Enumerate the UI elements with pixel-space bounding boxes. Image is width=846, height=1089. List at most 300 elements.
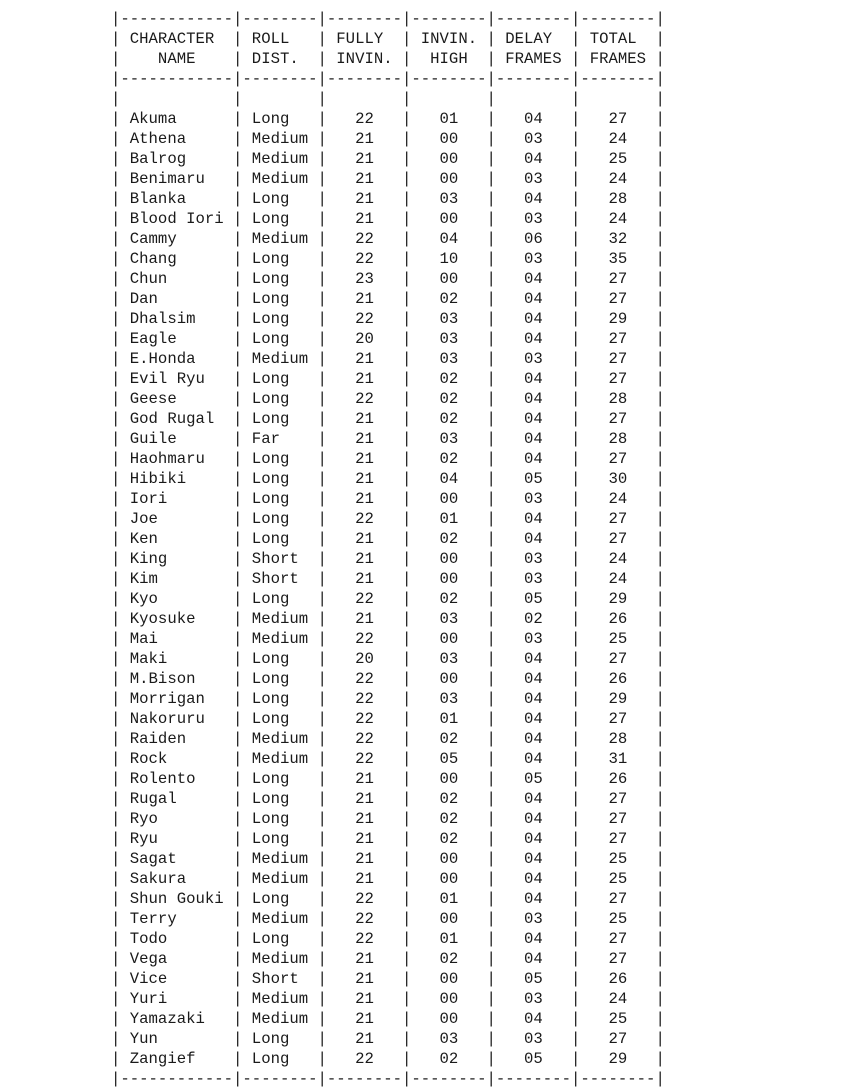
table-cell: 00	[411, 150, 487, 168]
table-cell: 35	[580, 250, 656, 268]
table-row: | Sakura | Medium | 21 | 00 | 04 | 25 |	[111, 870, 665, 888]
table-cell: Long	[242, 1030, 318, 1048]
table-cell: 24	[580, 570, 656, 588]
table-cell: 21	[326, 550, 402, 568]
table-cell: 05	[495, 1050, 571, 1068]
table-cell: Long	[242, 290, 318, 308]
table-cell: Eagle	[120, 330, 234, 348]
table-cell: 27	[580, 810, 656, 828]
table-cell: 00	[411, 990, 487, 1008]
table-cell: 27	[580, 950, 656, 968]
table-cell: 21	[326, 790, 402, 808]
table-cell: Rock	[120, 750, 234, 768]
table-cell: 24	[580, 130, 656, 148]
table-top-border: |------------|--------|--------|--------|--------|--------|	[111, 10, 665, 28]
table-cell: 26	[580, 970, 656, 988]
table-cell: 00	[411, 970, 487, 988]
table-cell: 05	[495, 470, 571, 488]
table-row: | Sagat | Medium | 21 | 00 | 04 | 25 |	[111, 850, 665, 868]
table-cell: 29	[580, 1050, 656, 1068]
table-cell: Long	[242, 190, 318, 208]
table-cell: Kyosuke	[120, 610, 234, 628]
table-cell: 03	[495, 250, 571, 268]
table-cell: Sakura	[120, 870, 234, 888]
table-cell: Medium	[242, 990, 318, 1008]
table-cell: 04	[495, 270, 571, 288]
table-cell: 27	[580, 930, 656, 948]
table-cell: 04	[495, 670, 571, 688]
table-cell: Medium	[242, 750, 318, 768]
table-cell: 02	[411, 590, 487, 608]
table-row: | King | Short | 21 | 00 | 03 | 24 |	[111, 550, 665, 568]
table-cell: 21	[326, 870, 402, 888]
table-cell: 04	[495, 650, 571, 668]
table-cell: 02	[411, 1050, 487, 1068]
table-cell: 00	[411, 870, 487, 888]
table-cell: 26	[580, 770, 656, 788]
table-cell: Long	[242, 270, 318, 288]
table-cell: 04	[495, 870, 571, 888]
table-cell: 21	[326, 850, 402, 868]
table-row: | Shun Gouki | Long | 22 | 01 | 04 | 27 |	[111, 890, 665, 908]
table-cell: 27	[580, 530, 656, 548]
table-cell: 27	[580, 110, 656, 128]
table-row: | Chun | Long | 23 | 00 | 04 | 27 |	[111, 270, 665, 288]
table-cell: Long	[242, 590, 318, 608]
table-cell: Long	[242, 710, 318, 728]
table-cell: 05	[411, 750, 487, 768]
table-cell: 02	[411, 950, 487, 968]
table-cell: 00	[411, 130, 487, 148]
table-cell: 21	[326, 430, 402, 448]
table-cell: 21	[326, 610, 402, 628]
table-cell: Medium	[242, 230, 318, 248]
table-cell: 26	[580, 610, 656, 628]
table-row: | Rugal | Long | 21 | 02 | 04 | 27 |	[111, 790, 665, 808]
table-cell: 05	[495, 590, 571, 608]
table-cell: Medium	[242, 350, 318, 368]
table-cell: 31	[580, 750, 656, 768]
table-cell: 04	[411, 470, 487, 488]
table-cell: 04	[495, 810, 571, 828]
table-cell: 21	[326, 830, 402, 848]
table-cell: 25	[580, 1010, 656, 1028]
table-cell: 03	[495, 570, 571, 588]
table-row: | Morrigan | Long | 22 | 03 | 04 | 29 |	[111, 690, 665, 708]
table-cell: 03	[495, 350, 571, 368]
table-row: | Mai | Medium | 22 | 00 | 03 | 25 |	[111, 630, 665, 648]
table-cell: 21	[326, 990, 402, 1008]
table-cell: 03	[495, 170, 571, 188]
table-cell: 21	[326, 190, 402, 208]
table-cell: Raiden	[120, 730, 234, 748]
table-cell	[496, 90, 571, 108]
table-cell	[120, 90, 233, 108]
table-spacer-row: | | | | | | |	[111, 90, 665, 108]
table-cell: 00	[411, 1010, 487, 1028]
table-cell: 29	[580, 310, 656, 328]
table-cell: Balrog	[120, 150, 234, 168]
table-cell: 21	[326, 450, 402, 468]
table-cell: 01	[411, 710, 487, 728]
table-cell: Kim	[120, 570, 234, 588]
table-cell: 21	[326, 350, 402, 368]
table-cell: 04	[495, 150, 571, 168]
table-cell: 28	[580, 190, 656, 208]
table-cell: 27	[580, 290, 656, 308]
table-cell: 03	[411, 310, 487, 328]
table-row: | Hibiki | Long | 21 | 04 | 05 | 30 |	[111, 470, 665, 488]
column-header: DIST.	[242, 50, 318, 68]
table-cell: 03	[411, 350, 487, 368]
table-cell: 22	[326, 930, 402, 948]
table-row: | Rolento | Long | 21 | 00 | 05 | 26 |	[111, 770, 665, 788]
table-cell: Todo	[120, 930, 234, 948]
table-cell: 00	[411, 850, 487, 868]
table-cell: 28	[580, 390, 656, 408]
table-cell: Medium	[242, 730, 318, 748]
table-cell: 00	[411, 490, 487, 508]
table-cell: 22	[326, 750, 402, 768]
table-cell: Evil Ryu	[120, 370, 234, 388]
table-row: | E.Honda | Medium | 21 | 03 | 03 | 27 |	[111, 350, 665, 368]
table-cell: 04	[495, 790, 571, 808]
table-cell: Long	[242, 250, 318, 268]
table-row: | Kyosuke | Medium | 21 | 03 | 02 | 26 |	[111, 610, 665, 628]
table-cell: Long	[242, 410, 318, 428]
table-cell: 04	[495, 310, 571, 328]
table-row: | Terry | Medium | 22 | 00 | 03 | 25 |	[111, 910, 665, 928]
table-cell: 22	[326, 670, 402, 688]
column-header: FRAMES	[495, 50, 571, 68]
table-cell: 22	[326, 630, 402, 648]
column-header: INVIN.	[326, 50, 402, 68]
column-header: INVIN.	[411, 30, 487, 48]
table-cell: Long	[242, 1050, 318, 1068]
table-cell: 04	[495, 750, 571, 768]
table-cell: 04	[495, 690, 571, 708]
table-cell: 04	[495, 110, 571, 128]
table-cell: 24	[580, 170, 656, 188]
table-cell: 21	[326, 810, 402, 828]
table-cell: 04	[495, 410, 571, 428]
table-cell: 04	[495, 830, 571, 848]
table-cell: 21	[326, 1030, 402, 1048]
table-row: | Zangief | Long | 22 | 02 | 05 | 29 |	[111, 1050, 665, 1068]
table-cell: 03	[411, 330, 487, 348]
table-cell: 26	[580, 670, 656, 688]
table-cell: Long	[242, 510, 318, 528]
table-cell: Vice	[120, 970, 234, 988]
table-cell: Medium	[242, 630, 318, 648]
table-cell: 02	[411, 410, 487, 428]
table-cell: 04	[495, 430, 571, 448]
table-cell: Haohmaru	[120, 450, 234, 468]
table-cell: King	[120, 550, 234, 568]
table-cell: 24	[580, 990, 656, 1008]
table-row: | Benimaru | Medium | 21 | 00 | 03 | 24 |	[111, 170, 665, 188]
table-row: | Balrog | Medium | 21 | 00 | 04 | 25 |	[111, 150, 665, 168]
table-cell: Medium	[242, 950, 318, 968]
table-row: | Dan | Long | 21 | 02 | 04 | 27 |	[111, 290, 665, 308]
table-cell: 04	[495, 370, 571, 388]
table-cell: Medium	[242, 150, 318, 168]
table-cell: 04	[495, 190, 571, 208]
table-cell: 04	[495, 1010, 571, 1028]
table-row: | Blanka | Long | 21 | 03 | 04 | 28 |	[111, 190, 665, 208]
table-cell: Dan	[120, 290, 234, 308]
table-cell: Yamazaki	[120, 1010, 234, 1028]
table-cell: E.Honda	[120, 350, 234, 368]
table-row: | Kim | Short | 21 | 00 | 03 | 24 |	[111, 570, 665, 588]
table-cell: 00	[411, 570, 487, 588]
table-cell: 22	[326, 690, 402, 708]
table-cell: Akuma	[120, 110, 234, 128]
table-cell: 22	[326, 230, 402, 248]
table-cell: 05	[495, 770, 571, 788]
table-cell: 03	[411, 430, 487, 448]
table-cell: Dhalsim	[120, 310, 234, 328]
table-header-row: | CHARACTER | ROLL | FULLY | INVIN. | DELAY | TOTAL |	[111, 30, 665, 48]
table-cell: Yun	[120, 1030, 234, 1048]
table-cell: 22	[326, 590, 402, 608]
table-cell: 22	[326, 730, 402, 748]
table-cell	[242, 90, 317, 108]
table-cell: 00	[411, 170, 487, 188]
table-cell: 20	[326, 330, 402, 348]
table-cell: Blood Iori	[120, 210, 234, 228]
table-cell: 24	[580, 550, 656, 568]
table-cell: 22	[326, 710, 402, 728]
table-cell: 22	[326, 310, 402, 328]
table-cell: 03	[495, 910, 571, 928]
table-cell: Terry	[120, 910, 234, 928]
table-cell: 04	[495, 890, 571, 908]
table-cell: Medium	[242, 610, 318, 628]
table-cell: Long	[242, 830, 318, 848]
table-cell: 01	[411, 110, 487, 128]
table-cell: 22	[326, 1050, 402, 1068]
table-cell: 04	[495, 450, 571, 468]
table-cell: 24	[580, 490, 656, 508]
table-cell: 04	[495, 730, 571, 748]
table-cell: 25	[580, 910, 656, 928]
table-cell: 29	[580, 690, 656, 708]
table-row: | Vice | Short | 21 | 00 | 05 | 26 |	[111, 970, 665, 988]
table-row: | Akuma | Long | 22 | 01 | 04 | 27 |	[111, 110, 665, 128]
table-cell: Benimaru	[120, 170, 234, 188]
table-cell: Long	[242, 650, 318, 668]
table-cell: Medium	[242, 870, 318, 888]
table-cell: 02	[411, 790, 487, 808]
table-row: | Yun | Long | 21 | 03 | 03 | 27 |	[111, 1030, 665, 1048]
table-cell: 22	[326, 250, 402, 268]
table-cell: Long	[242, 690, 318, 708]
table-cell: Long	[242, 670, 318, 688]
table-cell: 03	[495, 990, 571, 1008]
table-cell: 27	[580, 890, 656, 908]
table-cell: 30	[580, 470, 656, 488]
table-cell: Kyo	[120, 590, 234, 608]
table-cell: Iori	[120, 490, 234, 508]
table-cell: Mai	[120, 630, 234, 648]
table-row: | Chang | Long | 22 | 10 | 03 | 35 |	[111, 250, 665, 268]
table-cell: 32	[580, 230, 656, 248]
table-cell: 21	[326, 370, 402, 388]
column-header: NAME	[120, 50, 234, 68]
table-cell: 02	[411, 830, 487, 848]
table-cell: Hibiki	[120, 470, 234, 488]
ascii-frame-table	[111, 9, 665, 1089]
table-cell: Blanka	[120, 190, 234, 208]
table-cell: 02	[411, 390, 487, 408]
table-cell: Sagat	[120, 850, 234, 868]
table-row: | M.Bison | Long | 22 | 00 | 04 | 26 |	[111, 670, 665, 688]
table-cell: 21	[326, 470, 402, 488]
table-cell: M.Bison	[120, 670, 234, 688]
table-cell: Joe	[120, 510, 234, 528]
table-cell: 25	[580, 630, 656, 648]
table-cell: 03	[411, 1030, 487, 1048]
table-header-row: | NAME | DIST. | INVIN. | HIGH | FRAMES | FRAMES |	[111, 50, 665, 68]
table-cell: Medium	[242, 850, 318, 868]
table-cell: 03	[411, 610, 487, 628]
table-row: | Ryo | Long | 21 | 02 | 04 | 27 |	[111, 810, 665, 828]
table-cell: 21	[326, 410, 402, 428]
table-cell	[580, 90, 655, 108]
table-cell: 00	[411, 630, 487, 648]
column-header: DELAY	[495, 30, 571, 48]
table-cell: 21	[326, 950, 402, 968]
table-row: | Dhalsim | Long | 22 | 03 | 04 | 29 |	[111, 310, 665, 328]
table-cell: 03	[495, 210, 571, 228]
table-cell: Shun Gouki	[120, 890, 234, 908]
table-cell: Chun	[120, 270, 234, 288]
table-row: | Eagle | Long | 20 | 03 | 04 | 27 |	[111, 330, 665, 348]
table-cell: 01	[411, 890, 487, 908]
table-row: | Athena | Medium | 21 | 00 | 03 | 24 |	[111, 130, 665, 148]
table-cell: 02	[411, 730, 487, 748]
table-header-border: |------------|--------|--------|--------|--------|--------|	[111, 70, 665, 88]
table-cell: 22	[326, 910, 402, 928]
table-cell: Long	[242, 310, 318, 328]
table-cell: 29	[580, 590, 656, 608]
table-cell: Rolento	[120, 770, 234, 788]
table-cell: 22	[326, 110, 402, 128]
table-cell: 04	[495, 330, 571, 348]
table-row: | Vega | Medium | 21 | 02 | 04 | 27 |	[111, 950, 665, 968]
table-cell: Medium	[242, 1010, 318, 1028]
table-cell: Ryo	[120, 810, 234, 828]
table-cell: 27	[580, 450, 656, 468]
table-cell: 04	[495, 930, 571, 948]
table-cell: 05	[495, 970, 571, 988]
table-cell: 27	[580, 830, 656, 848]
table-cell: 04	[495, 530, 571, 548]
column-header: FRAMES	[580, 50, 656, 68]
table-cell: 00	[411, 270, 487, 288]
table-cell: 03	[411, 190, 487, 208]
table-cell: Medium	[242, 170, 318, 188]
table-cell: Morrigan	[120, 690, 234, 708]
table-cell: Guile	[120, 430, 234, 448]
table-cell: 27	[580, 270, 656, 288]
column-header: FULLY	[326, 30, 402, 48]
table-row: | Todo | Long | 22 | 01 | 04 | 27 |	[111, 930, 665, 948]
table-cell: 24	[580, 210, 656, 228]
table-cell: Long	[242, 770, 318, 788]
table-cell: 00	[411, 210, 487, 228]
table-cell: Long	[242, 490, 318, 508]
table-cell: God Rugal	[120, 410, 234, 428]
column-header: ROLL	[242, 30, 318, 48]
table-cell: Long	[242, 390, 318, 408]
table-cell: Chang	[120, 250, 234, 268]
table-cell: Far	[242, 430, 318, 448]
table-cell: 03	[411, 650, 487, 668]
table-cell: 10	[411, 250, 487, 268]
table-row: | Ryu | Long | 21 | 02 | 04 | 27 |	[111, 830, 665, 848]
table-cell: 27	[580, 650, 656, 668]
table-cell: 28	[580, 430, 656, 448]
table-row: | Kyo | Long | 22 | 02 | 05 | 29 |	[111, 590, 665, 608]
table-cell: 02	[411, 530, 487, 548]
table-cell: 01	[411, 930, 487, 948]
table-cell	[411, 90, 486, 108]
table-cell: 04	[495, 950, 571, 968]
table-cell: 27	[580, 370, 656, 388]
table-row: | Guile | Far | 21 | 03 | 04 | 28 |	[111, 430, 665, 448]
table-cell: 25	[580, 870, 656, 888]
table-cell: 00	[411, 770, 487, 788]
table-cell: 22	[326, 890, 402, 908]
table-cell: 21	[326, 150, 402, 168]
table-cell: 00	[411, 670, 487, 688]
table-cell: 27	[580, 790, 656, 808]
table-row: | Iori | Long | 21 | 00 | 03 | 24 |	[111, 490, 665, 508]
table-cell: Long	[242, 530, 318, 548]
table-cell: 21	[326, 530, 402, 548]
table-cell	[327, 90, 402, 108]
table-cell: Ken	[120, 530, 234, 548]
table-cell: 27	[580, 710, 656, 728]
table-row: | Blood Iori | Long | 21 | 00 | 03 | 24 |	[111, 210, 665, 228]
table-cell: Long	[242, 810, 318, 828]
table-cell: 28	[580, 730, 656, 748]
table-cell: 22	[326, 510, 402, 528]
table-cell: Cammy	[120, 230, 234, 248]
table-cell: 25	[580, 150, 656, 168]
table-cell: 21	[326, 130, 402, 148]
table-cell: 21	[326, 770, 402, 788]
table-cell: Long	[242, 450, 318, 468]
table-row: | Geese | Long | 22 | 02 | 04 | 28 |	[111, 390, 665, 408]
table-cell: 23	[326, 270, 402, 288]
table-cell: 01	[411, 510, 487, 528]
column-header: CHARACTER	[120, 30, 234, 48]
table-cell: 21	[326, 290, 402, 308]
table-row: | Ken | Long | 21 | 02 | 04 | 27 |	[111, 530, 665, 548]
table-row: | God Rugal | Long | 21 | 02 | 04 | 27 |	[111, 410, 665, 428]
table-row: | Evil Ryu | Long | 21 | 02 | 04 | 27 |	[111, 370, 665, 388]
table-cell: Maki	[120, 650, 234, 668]
column-header: HIGH	[411, 50, 487, 68]
table-cell: Geese	[120, 390, 234, 408]
table-cell: 27	[580, 510, 656, 528]
table-cell: 03	[495, 130, 571, 148]
table-cell: Long	[242, 330, 318, 348]
table-cell: Athena	[120, 130, 234, 148]
